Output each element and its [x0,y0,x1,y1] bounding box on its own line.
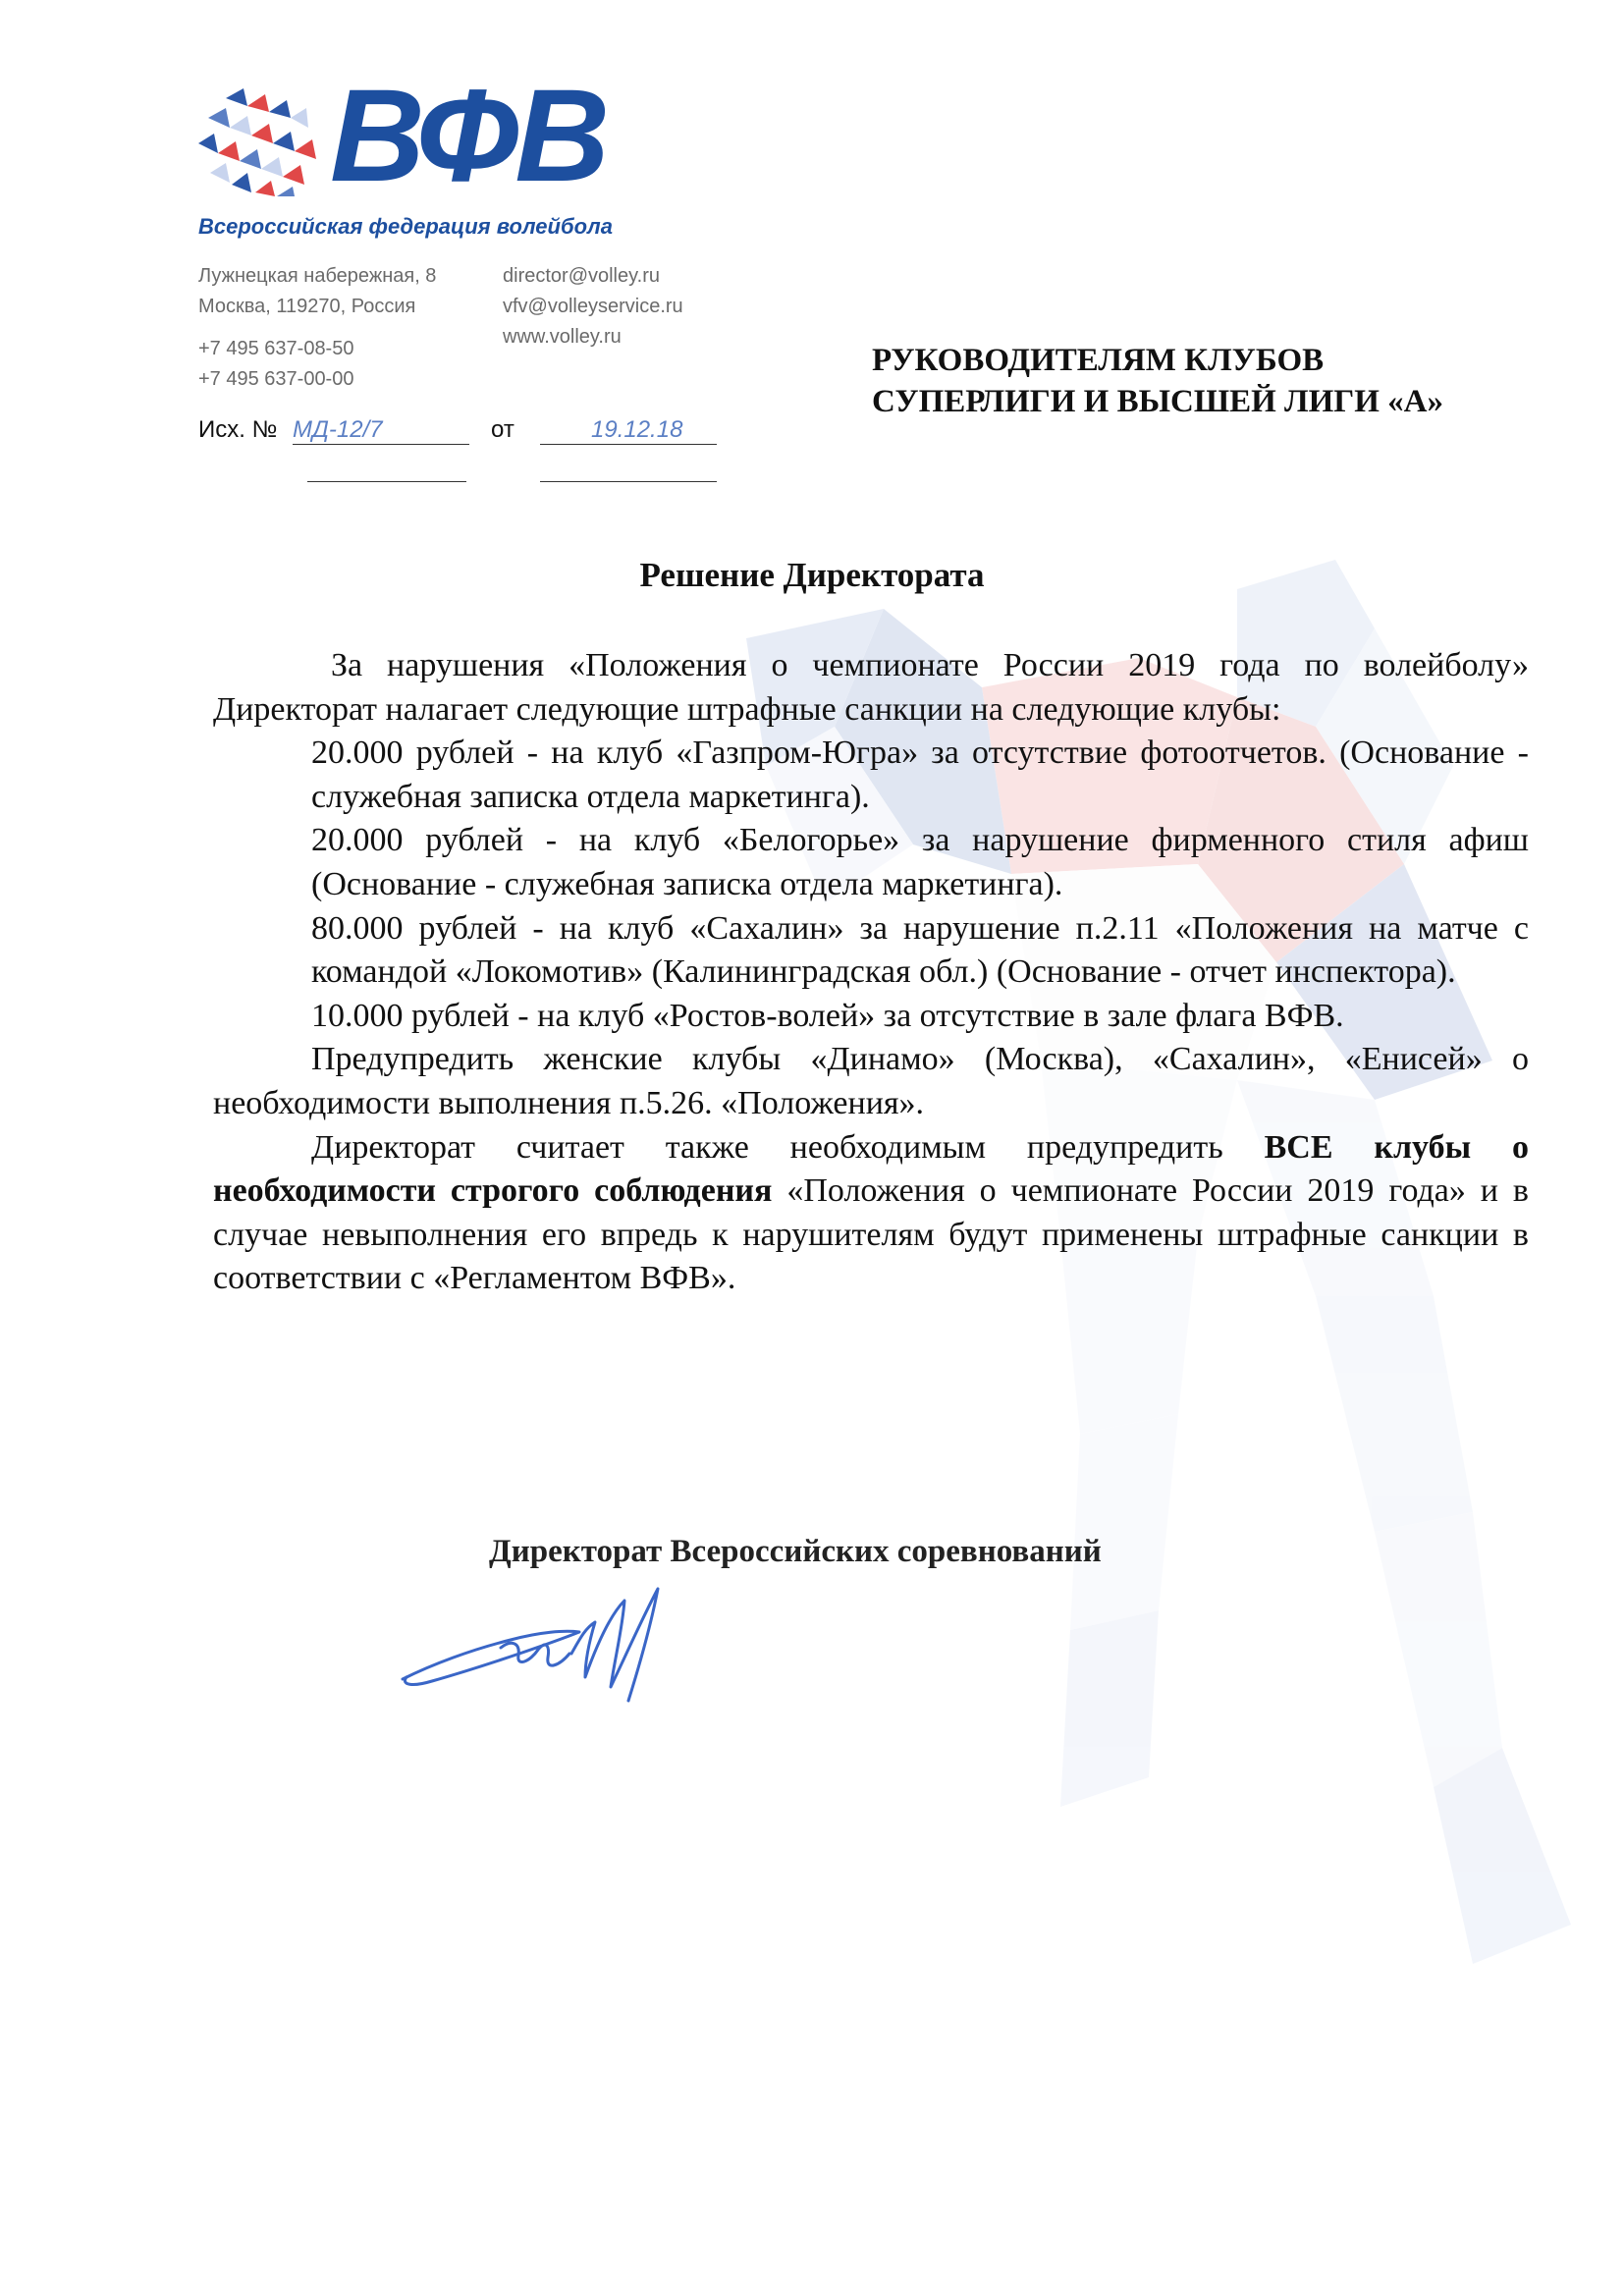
address-line: Москва, 119270, Россия [198,296,416,317]
address-line: Лужнецкая набережная, 8 [198,265,437,287]
addressee-line: СУПЕРЛИГИ И ВЫСШЕЙ ЛИГИ «А» [872,384,1444,419]
blank-line [540,481,717,482]
phone-block [198,334,353,395]
penalty-item: 20.000 рублей - на клуб «Газпром-Югра» за отсутствие фотоотчетов. (Основание - служебная записка отдела маркетинга). [311,734,1529,815]
reference-number: МД-12/7 [293,416,383,443]
logo-wordmark: ВФВ [330,63,607,209]
phone-number: +7 495 637-00-00 [198,368,354,390]
address-block [198,261,436,322]
email-vfv: vfv@volleyservice.ru [503,296,683,317]
warning-paragraph: Предупредить женские клубы «Динамо» (Москва), «Сахалин», «Енисей» о необходимости выполнения п.5.26. «Положения». [213,1041,1529,1121]
signatory-title: Директорат Всероссийских соревнований [489,1534,1102,1569]
vfv-logo-icon [196,88,326,196]
intro-paragraph: За нарушения «Положения о чемпионате России 2019 года по волейболу» Директорат налагает следующие штрафные санкции на следующие клубы: [213,647,1529,728]
website: www.volley.ru [503,326,622,348]
email-block [503,261,683,353]
document-title: Решение Директората [639,556,985,594]
addressee-line: РУКОВОДИТЕЛЯМ КЛУБОВ [872,343,1325,378]
closing-text: Директорат считает также необходимым предупредить [311,1128,1265,1166]
org-name: Всероссийская федерация волейбола [198,214,613,239]
date-label: от [491,416,514,443]
document-body [213,644,1529,1301]
closing-emphasis: ВСЕ клубы о необходимости строгого соблюдения [213,1128,1530,1210]
date-field [540,416,717,445]
handwritten-signature [393,1571,766,1718]
addressee [872,340,1443,422]
closing-paragraph [213,1126,1529,1301]
closing-text: «Положения о чемпионате России 2019 года» и в случае невыполнения его впредь к нарушителям будут применены штрафные санкции в соответствии с «Регламентом ВФВ». [213,1172,1529,1297]
phone-number: +7 495 637-08-50 [198,338,354,359]
email-director: director@volley.ru [503,265,660,287]
blank-line [307,481,466,482]
reference-number-field [293,416,469,445]
reference-row [198,416,748,450]
reference-date: 19.12.18 [591,416,683,443]
penalty-item: 20.000 рублей - на клуб «Белогорье» за нарушение фирменного стиля афиш (Основание - служебная записка отдела маркетинга). [311,822,1529,902]
reference-label: Исх. № [198,416,278,443]
penalty-item: 80.000 рублей - на клуб «Сахалин» за нарушение п.2.11 «Положения на матче с командой «Локомотив» (Калининградская обл.) (Основание - отчет инспектора). [311,909,1529,991]
penalty-item: 10.000 рублей - на клуб «Ростов-волей» за отсутствие в зале флага ВФВ. [311,997,1344,1034]
